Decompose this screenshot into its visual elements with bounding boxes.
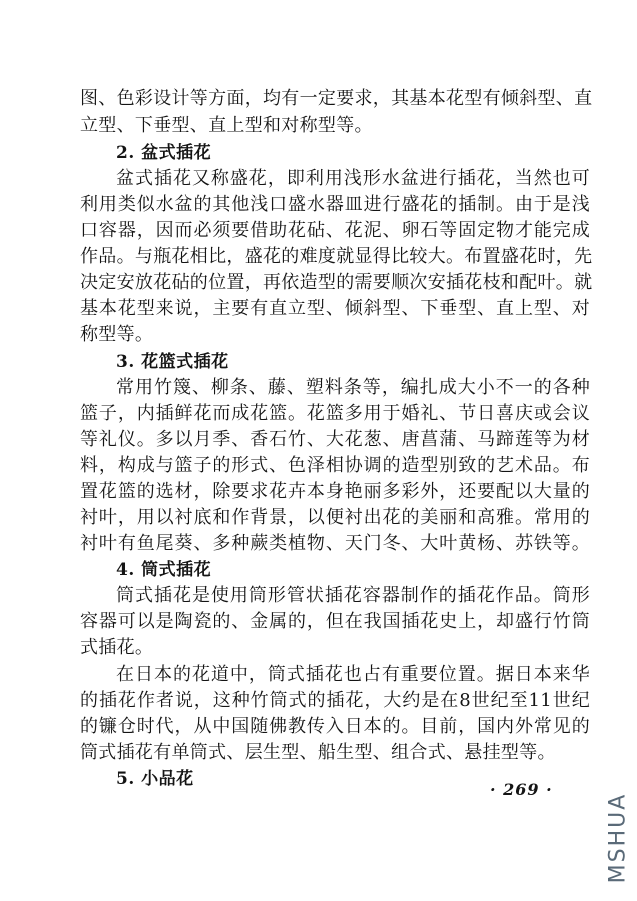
body-text-line: 置花篮的选材，除要求花卉本身艳丽多彩外，还要配以大量的 — [80, 481, 590, 502]
body-text-line: 基本花型来说，主要有直立型、倾斜型、下垂型、直上型、对 — [80, 298, 590, 319]
body-text-line: 衬叶，用以衬底和作背景，以便衬出花的美丽和高雅。常用的 — [80, 507, 590, 528]
body-text-line: 在日本的花道中，筒式插花也占有重要位置。据日本来华 — [116, 664, 590, 685]
body-text-line: 筒式插花有单筒式、层生型、船生型、组合式、悬挂型等。 — [80, 742, 556, 763]
body-text-line: 衬叶有鱼尾葵、多种蕨类植物、天门冬、大叶黄杨、苏铁等。 — [80, 533, 590, 554]
body-text-line: 作品。与瓶花相比，盛花的难度就显得比较大。布置盛花时，先 — [80, 246, 593, 267]
body-text-line: 盆式插花又称盛花，即利用浅形水盆进行插花，当然也可 — [116, 168, 590, 189]
section-heading: 4. 筒式插花 — [116, 560, 212, 580]
body-text-line: 式插花。 — [80, 637, 154, 658]
body-text-line: 料，构成与篮子的形式、色泽相协调的造型别致的艺术品。布 — [80, 455, 590, 476]
section-heading: 5. 小品花 — [116, 769, 194, 789]
body-text-line: 口容器，因而必须要借助花砧、花泥、卵石等固定物才能完成 — [80, 220, 590, 241]
body-text-line: 筒式插花是使用筒形管状插花容器制作的插花作品。筒形 — [116, 585, 590, 606]
watermark-text: MSHUA — [605, 792, 631, 884]
body-text-line: 的镰仓时代，从中国随佛教传入日本的。目前，国内外常见的 — [80, 716, 590, 737]
body-text-line: 决定安放花砧的位置，再依造型的需要顺次安插花枝和配叶。就 — [80, 272, 593, 293]
body-text-line: 常用竹篾、柳条、藤、塑料条等，编扎成大小不一的各种 — [116, 377, 590, 398]
watermark — [598, 788, 637, 888]
body-text-line: 图、色彩设计等方面，均有一定要求，其基本花型有倾斜型、直 — [80, 88, 593, 109]
body-text-line: 的插花作者说，这种竹筒式的插花，大约是在8世纪至11世纪 — [80, 690, 590, 711]
body-text-line: 称型等。 — [80, 324, 154, 345]
section-heading: 2. 盆式插花 — [116, 143, 212, 163]
body-text-line: 篮子，内插鲜花而成花篮。花篮多用于婚礼、节日喜庆或会议 — [80, 403, 590, 424]
section-heading: 3. 花篮式插花 — [116, 352, 229, 372]
body-text-line: 容器可以是陶瓷的、金属的，但在我国插花史上，却盛行竹筒 — [80, 611, 590, 632]
page-number: · 269 · — [490, 780, 553, 799]
body-text-line: 立型、下垂型、直上型和对称型等。 — [80, 115, 373, 136]
body-text-line: 等礼仪。多以月季、香石竹、大花葱、唐菖蒲、马蹄莲等为材 — [80, 429, 590, 450]
body-text-line: 利用类似水盆的其他浅口盛水器皿进行盛花的插制。由于是浅 — [80, 194, 590, 215]
